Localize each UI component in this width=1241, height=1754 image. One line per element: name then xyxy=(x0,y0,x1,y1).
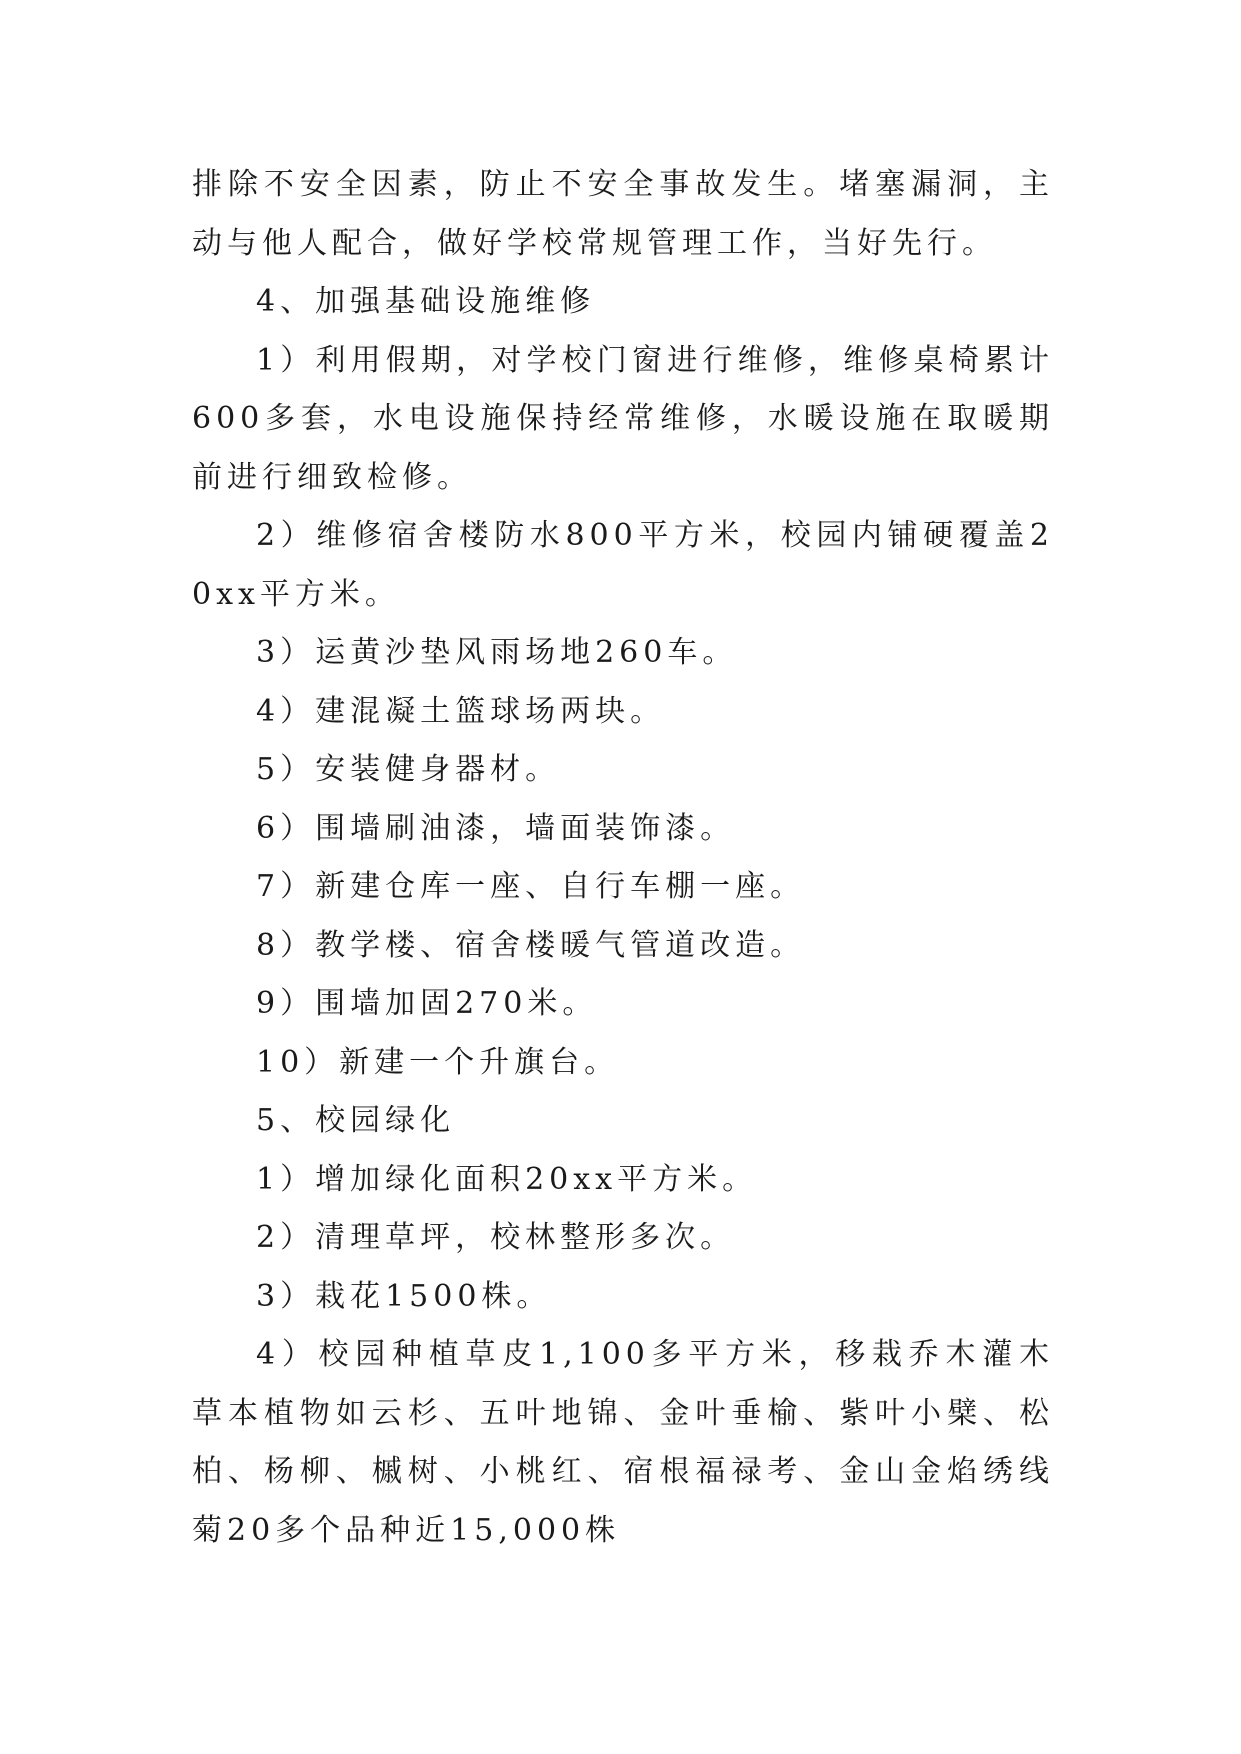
document-page xyxy=(192,156,1054,1560)
list-item-4-3: 3）运黄沙垫风雨场地260车。 xyxy=(256,635,738,670)
list-item-4-4: 4）建混凝土篮球场两块。 xyxy=(256,693,666,729)
list-item-4-5: 5）安装健身器材。 xyxy=(256,752,561,787)
list-item-5-3: 3）栽花1500株。 xyxy=(256,1278,552,1314)
list-item-4-6: 6）围墙刷油漆，墙面装饰漆。 xyxy=(256,810,736,846)
list-item-4-8: 8）教学楼、宿舍楼暖气管道改造。 xyxy=(256,927,806,963)
list-item-5-1: 1）增加绿化面积20xx平方米。 xyxy=(256,1161,758,1197)
list-item-4-7: 7）新建仓库一座、自行车棚一座。 xyxy=(256,869,806,904)
list-item-4-1: 1）利用假期，对学校门窗进行维修，维修桌椅累计600多套，水电设施保持经常维修，水暖设施在取暖期前进行细致检修。 xyxy=(192,342,1054,495)
list-item-4-2: 2）维修宿舍楼防水800平方米，校园内铺硬覆盖20xx平方米。 xyxy=(192,518,1054,612)
list-item-5-4: 4）校园种植草皮1,100多平方米，移栽乔木灌木草本植物如云杉、五叶地锦、金叶垂榆、紫叶小檗、松柏、杨柳、槭树、小桃红、宿根福禄考、金山金焰绣线菊20多个品种近15,000株 xyxy=(192,1337,1054,1548)
section-heading-5: 5、校园绿化 xyxy=(256,1103,456,1138)
list-item-4-10: 10）新建一个升旗台。 xyxy=(256,1044,620,1080)
section-heading-4: 4、加强基础设施维修 xyxy=(256,284,596,319)
paragraph-continuation: 排除不安全因素，防止不安全事故发生。堵塞漏洞，主动与他人配合，做好学校常规管理工作，当好先行。 xyxy=(192,167,1054,261)
list-item-4-9: 9）围墙加固270米。 xyxy=(256,986,598,1021)
list-item-5-2: 2）清理草坪，校林整形多次。 xyxy=(256,1220,736,1255)
